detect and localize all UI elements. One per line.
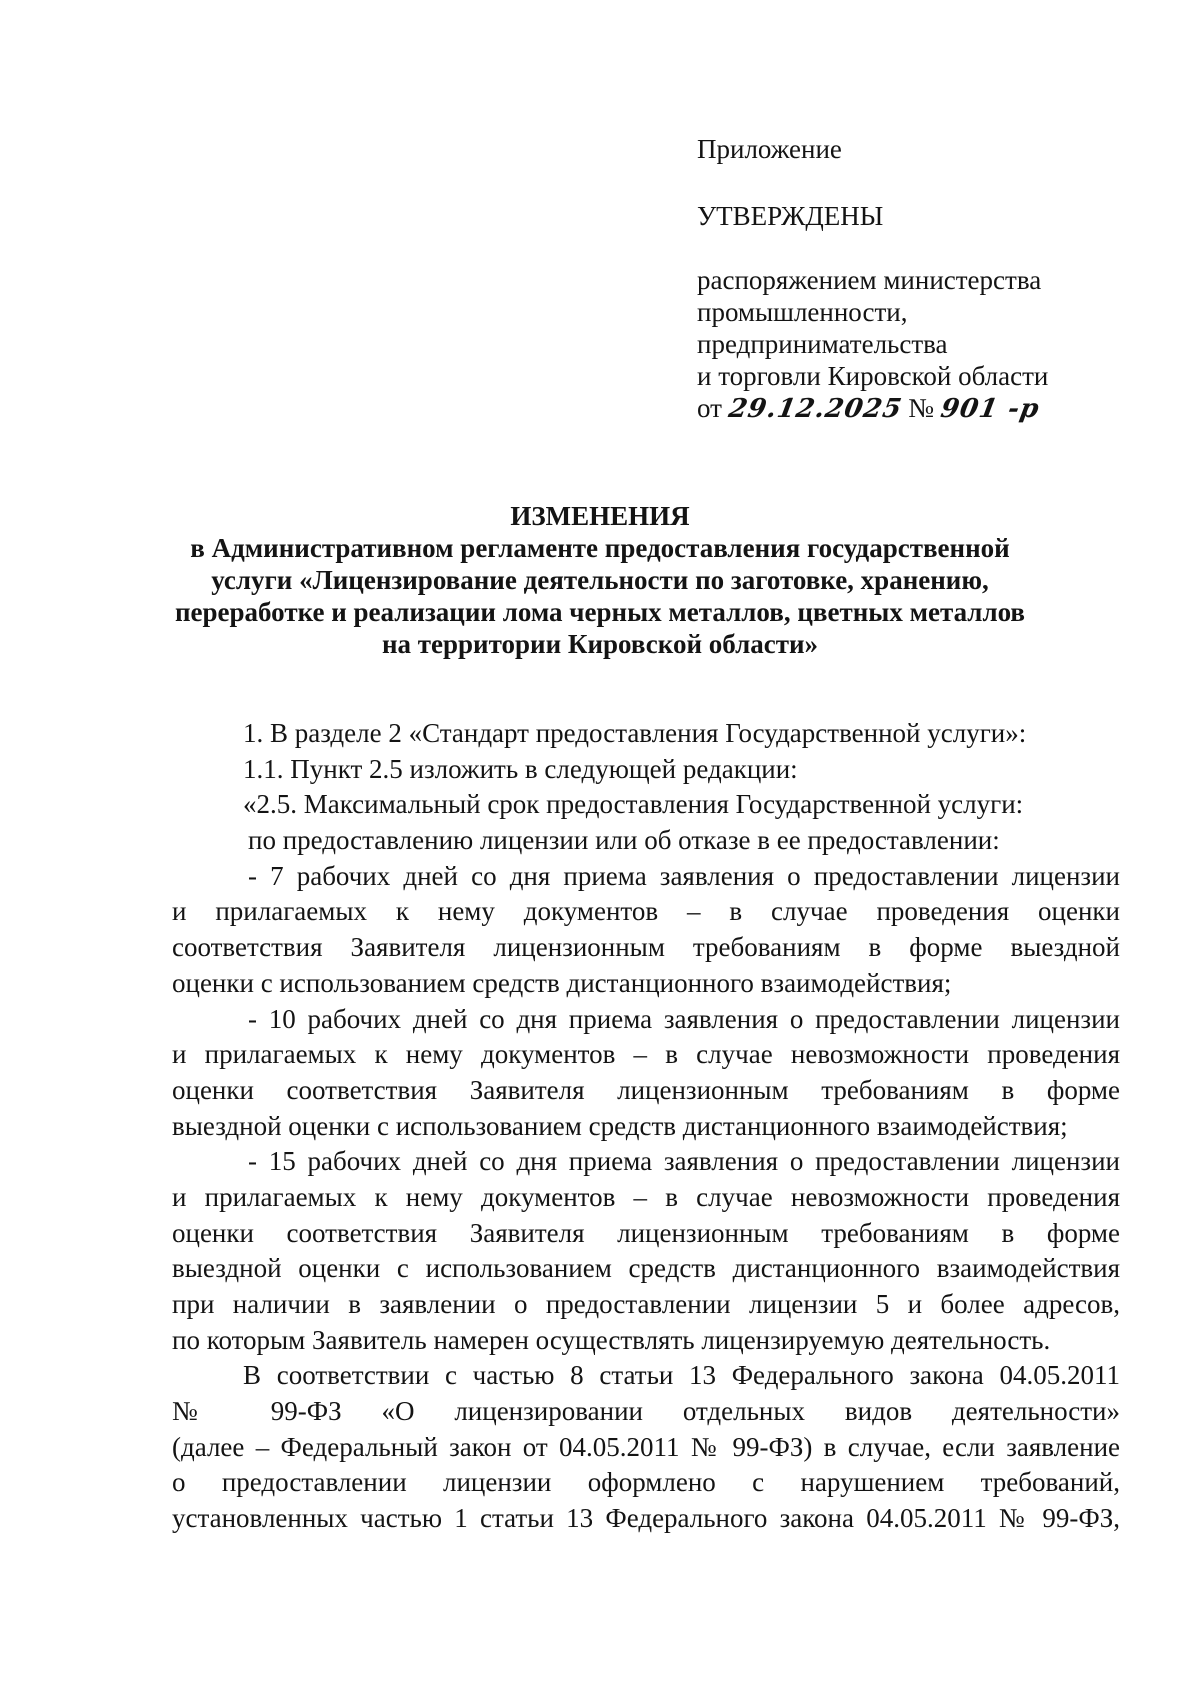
title-heading: ИЗМЕНЕНИЯ [510, 501, 690, 531]
list-item-text: и прилагаемых к нему документов – в случае невозможности проведения [172, 1039, 1120, 1070]
list-item-text: выездной оценки с использованием средств дистанционного взаимодействия [172, 1253, 1120, 1284]
list-item-15-days: - 15 рабочих дней со дня приема заявления о предоставлении лицензии [248, 1146, 1120, 1177]
list-item-7-days: - 7 рабочих дней со дня приема заявления о предоставлении лицензии [248, 860, 1120, 891]
order-date-handwritten: 29.12.2025 [726, 394, 905, 424]
list-item-text: оценки соответствия Заявителя лицензионным требованиям в форме [172, 1074, 1120, 1105]
list-item-text: выездной оценки с использованием средств дистанционного взаимодействия; [172, 1110, 1068, 1141]
list-item-text: оценки с использованием средств дистанционного взаимодействия; [172, 967, 952, 998]
list-item-10-days: - 10 рабочих дней со дня приема заявления о предоставлении лицензии [248, 1003, 1120, 1034]
order-number-handwritten: 901 -р [938, 394, 1042, 424]
paragraph-point: 1.1. Пункт 2.5 изложить в следующей редакции: [243, 753, 798, 784]
order-block [697, 264, 1048, 424]
order-date-prefix: от [697, 393, 722, 423]
list-item-text: соответствия Заявителя лицензионным требованиям в форме выездной [172, 932, 1120, 963]
list-item-text: и прилагаемых к нему документов – в случае невозможности проведения [172, 1181, 1120, 1212]
order-date-line [697, 392, 1048, 424]
paragraph-section: 1. В разделе 2 «Стандарт предоставления Государственной услуги»: [243, 718, 1027, 748]
paragraph-law-text: № 99-ФЗ «О лицензировании отдельных видов деятельности» [172, 1396, 1120, 1427]
paragraph-quote-start: «2.5. Максимальный срок предоставления Государственной услуги: [243, 789, 1024, 820]
title-line: услуги «Лицензирование деятельности по заготовке, хранению, [211, 565, 989, 595]
order-line: и торговли Кировской области [697, 361, 1049, 391]
order-number-prefix: № [908, 393, 935, 423]
paragraph-law-text: о предоставлении лицензии оформлено с нарушением требований, [172, 1467, 1120, 1498]
title-line: на территории Кировской области» [381, 629, 819, 659]
order-line: предпринимательства [697, 329, 948, 359]
paragraph-law: В соответствии с частью 8 статьи 13 Федерального закона 04.05.2011 [243, 1360, 1120, 1391]
list-item-text: по которым Заявитель намерен осуществлять лицензируемую деятельность. [172, 1324, 1051, 1355]
document-body [172, 716, 1120, 1537]
list-item-text: при наличии в заявлении о предоставлении лицензии 5 и более адресов, [172, 1289, 1120, 1319]
approved-label: УТВЕРЖДЕНЫ [697, 201, 884, 231]
list-item-text: оценки соответствия Заявителя лицензионным требованиям в форме [172, 1217, 1120, 1248]
list-item-text: и прилагаемых к нему документов – в случае проведения оценки [172, 896, 1120, 927]
order-line: распоряжением министерства [697, 265, 1042, 295]
order-line: промышленности, [697, 297, 908, 327]
document-title [0, 500, 1200, 660]
title-line: переработке и реализации лома черных металлов, цветных металлов [174, 597, 1026, 627]
paragraph-law-text: установленных частью 1 статьи 13 Федерального закона 04.05.2011 № 99-ФЗ, [172, 1503, 1120, 1534]
paragraph-law-text: (далее – Федеральный закон от 04.05.2011 № 99-ФЗ) в случае, если заявление [172, 1431, 1120, 1462]
paragraph-intro: по предоставлению лицензии или об отказе в ее предоставлении: [248, 825, 1000, 856]
title-line: в Административном регламенте предоставления государственной [190, 533, 1010, 563]
appendix-label: Приложение [697, 134, 842, 164]
